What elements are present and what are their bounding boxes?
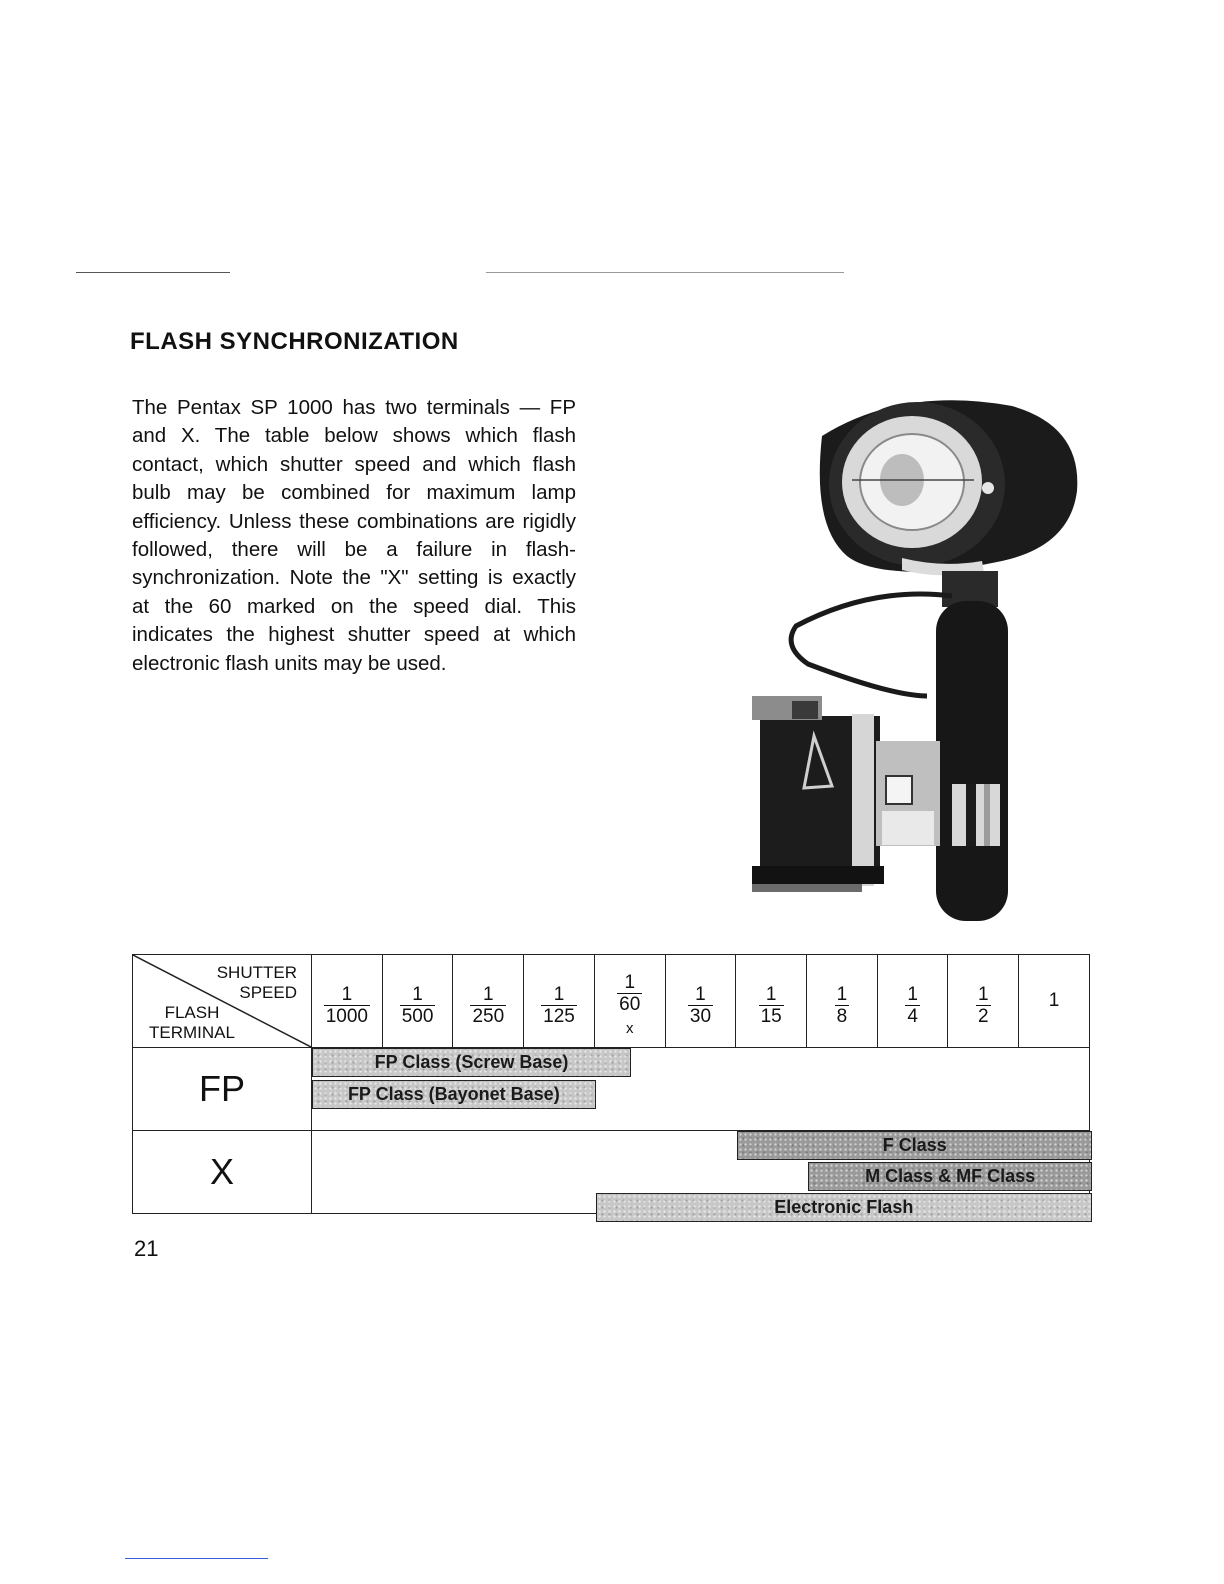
section-heading: FLASH SYNCHRONIZATION <box>130 328 459 355</box>
bottom-link-rule <box>125 1558 268 1559</box>
speed-cell <box>1019 955 1090 1048</box>
range-bar-f-class: F Class <box>737 1131 1092 1160</box>
speed-numerator: 1 <box>695 983 706 1005</box>
shutter-label: SHUTTER <box>216 963 297 982</box>
speed-denominator: 30 <box>689 1005 712 1027</box>
x-sync-mark: x <box>625 1019 634 1037</box>
speed-denominator: 500 <box>401 1005 434 1027</box>
speed-cell <box>524 955 595 1048</box>
flash-terminal-axis-label <box>149 1003 235 1043</box>
speed-numerator: 1 <box>978 983 989 1005</box>
terminal-label-fp: FP <box>133 1048 312 1131</box>
speed-numerator: 1 <box>765 983 777 1005</box>
speed-numerator: 1 <box>483 983 494 1005</box>
shutter-speed-header-row <box>133 955 1090 1048</box>
speed-cell <box>948 955 1019 1048</box>
speed-cell <box>453 955 524 1048</box>
intro-paragraph: The Pentax SP 1000 has two terminals — FP and X. The table below shows which flash contact, which shutter speed and which flash bulb may be combined for maximum lamp efficiency. Unless these combinations are rigidly followed, there will be a failure in flash-synchronization. Note the "X" setting is exactly at the 60 marked on the speed dial. This indicates the highest shutter speed at which electronic flash units may be used. <box>132 396 576 675</box>
speed-cell <box>312 955 383 1048</box>
page-number: 21 <box>134 1236 159 1261</box>
top-rule-right <box>486 272 844 273</box>
flash-sync-table <box>132 954 1090 1217</box>
speed-cell <box>736 955 807 1048</box>
speed-cell <box>665 955 736 1048</box>
speed-denominator: 2 <box>978 1005 989 1027</box>
range-bar-fp-screw: FP Class (Screw Base) <box>312 1048 631 1077</box>
flash-label: FLASH <box>164 1003 220 1022</box>
speed-numerator: 1 <box>624 971 636 993</box>
x-terminal-row <box>133 1131 1090 1214</box>
fp-terminal-row <box>133 1048 1090 1131</box>
speed-numerator: 1 <box>907 983 918 1005</box>
speed-denominator: 1000 <box>325 1005 368 1027</box>
speed-denominator: 60 <box>619 993 641 1015</box>
speed-numerator: 1 <box>836 983 848 1005</box>
terminal-label-x: X <box>133 1131 312 1214</box>
speed-numerator: 1 <box>553 983 565 1005</box>
corner-header-cell <box>133 955 312 1048</box>
flash-unit-photo <box>752 396 1088 926</box>
speed-label: SPEED <box>239 983 297 1002</box>
speed-whole-second: 1 <box>1048 990 1060 1011</box>
range-bar-fp-bayonet: FP Class (Bayonet Base) <box>312 1080 596 1109</box>
speed-numerator: 1 <box>341 983 353 1005</box>
speed-denominator: 8 <box>836 1005 848 1027</box>
speed-cell <box>382 955 453 1048</box>
speed-denominator: 4 <box>907 1005 918 1027</box>
fp-range-area <box>312 1048 1090 1131</box>
shutter-speed-axis-label <box>217 963 297 1003</box>
speed-cell <box>807 955 878 1048</box>
speed-cell <box>594 955 665 1048</box>
speed-denominator: 15 <box>760 1005 782 1027</box>
speed-numerator: 1 <box>412 983 423 1005</box>
speed-cell <box>877 955 948 1048</box>
speed-denominator: 250 <box>472 1005 505 1027</box>
x-range-area <box>312 1131 1090 1217</box>
range-bar-electronic-flash: Electronic Flash <box>596 1193 1092 1222</box>
terminal-label: TERMINAL <box>149 1023 235 1042</box>
top-rule-left <box>76 272 230 273</box>
range-bar-m-mf-class: M Class & MF Class <box>808 1162 1092 1191</box>
speed-denominator: 125 <box>543 1005 575 1027</box>
